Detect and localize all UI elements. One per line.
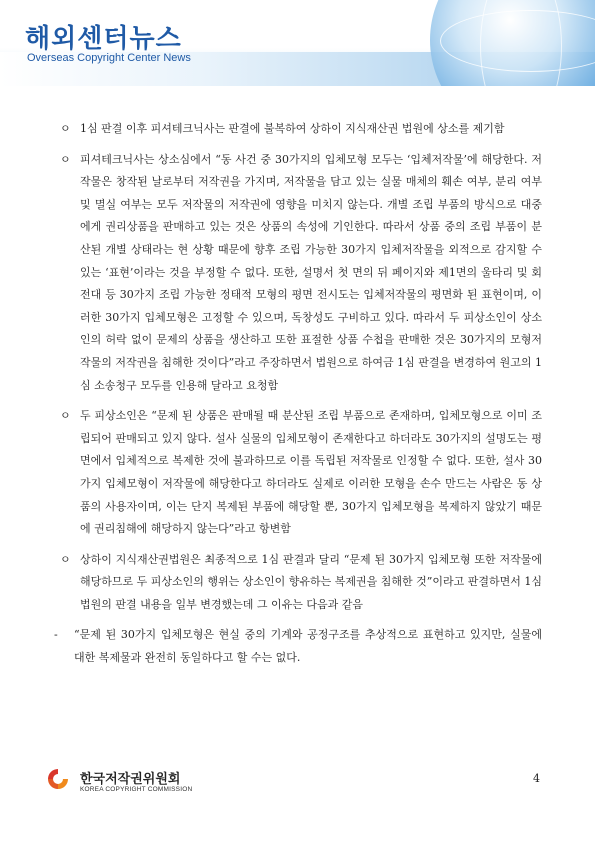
paragraph-text: 상하이 지식재산권법원은 최종적으로 1심 판결과 달리 “문제 된 30가지 입체모형 또한 저작물에 해당하므로 두 피상소인의 행위는 상소인이 향유하는 복제권을 침해한 것”이라고 판결하면서 1심법원의 판결 내용을 일부 변경했는데 그 이유는 다음과 같음: [80, 552, 542, 611]
kcc-logo-icon: [46, 767, 70, 791]
bullet-marker: ㅇ: [60, 122, 71, 135]
page-header: [0, 0, 595, 86]
organization-name-en: KOREA COPYRIGHT COMMISSION: [80, 786, 193, 793]
dash-item: [54, 624, 542, 669]
paragraph: [60, 118, 542, 141]
bullet-marker: ㅇ: [60, 152, 71, 166]
header-title: 해외센터뉴스: [25, 24, 182, 54]
page-number: 4: [533, 772, 540, 785]
organization-name: 한국저작권위원회: [80, 772, 181, 787]
bullet-marker: ㅇ: [60, 409, 71, 423]
paragraph: [60, 549, 542, 617]
paragraph: [60, 149, 542, 398]
bullet-marker: ㅇ: [60, 552, 71, 566]
paragraph: [60, 405, 542, 541]
paragraph-text: 1심 판결 이후 피셔테크닉사는 판결에 불복하여 상하이 지식재산권 법원에 상소를 제기함: [80, 122, 505, 135]
paragraph-text: 피셔테크닉사는 상소심에서 “동 사건 중 30가지의 입체모형 모두는 ‘입체저작물’에 해당한다. 저작물은 창작된 날로부터 저작권을 가지며, 저작물을 담고 있는 실물 매체의 훼손 여부, 분리 여부 및 멸실 여부는 모두 저작물의 저작권에 영향을 미치지 않는다. 개별 조립 부품의 방식으로 대중에게 권리상품을 판매하고 있는 것은 상품의 속성에 기인한다. 따라서 상품 중의 조립 부품이 분산된 개별 상태라는 현 상황 때문에 향후 조립 가능한 30가지 입체저작물을 외적으로 감지할 수 있는 ‘표현’이라는 것을 부정할 수 없다. 또한, 설명서 첫 면의 뒤 페이지와 제1면의 울타리 및 회전대 등 30가지 조립 가능한 정태적 모형의 평면 전시도는 입체저작물의 평면화 된 표현이며, 이러한 30가지 입체모형은 고정할 수 있으며, 독창성도 구비하고 있다. 따라서 두 피상소인이 상소인의 허락 없이 문제의 상품을 생산하고 또한 표절한 상품 수첩을 판매한 것은 30가지의 모형저작물의 저작권을 침해한 것이다”라고 주장하면서 법원으로 하여금 1심 판결을 변경하여 원고의 1심 소송청구 모두를 인용해 달라고 요청함: [80, 152, 542, 392]
dash-marker: -: [54, 628, 58, 642]
paragraph-text: 두 피상소인은 “문제 된 상품은 판매될 때 분산된 조립 부품으로 존재하며, 입체모형으로 이미 조립되어 판매되고 있지 않다. 설사 실물의 입체모형이 존재한다고 하더라도 30가지의 설명도는 평면에서 입체적으로 복제한 것에 불과하므로 이를 독립된 저작물로 인정할 수 없다. 또한, 설사 30가지 입체모형이 저작물에 해당한다고 하더라도 실제로 이러한 모형을 손수 만드는 사람은 동 상품의 사용자이며, 이는 단지 복제된 부품에 해당할 뿐, 30가지 입체모형을 복제하지 않았기 때문에 권리침해에 해당하지 않는다”라고 항변함: [80, 409, 542, 536]
header-subtitle: Overseas Copyright Center News: [27, 52, 191, 64]
dash-item-text: “문제 된 30가지 입체모형은 현실 중의 기계와 공정구조를 추상적으로 표현하고 있지만, 실물에 대한 복제물과 완전히 동일하다고 할 수는 없다.: [74, 628, 542, 665]
globe-longitude-line: [480, 0, 562, 86]
article-body: [54, 118, 542, 670]
